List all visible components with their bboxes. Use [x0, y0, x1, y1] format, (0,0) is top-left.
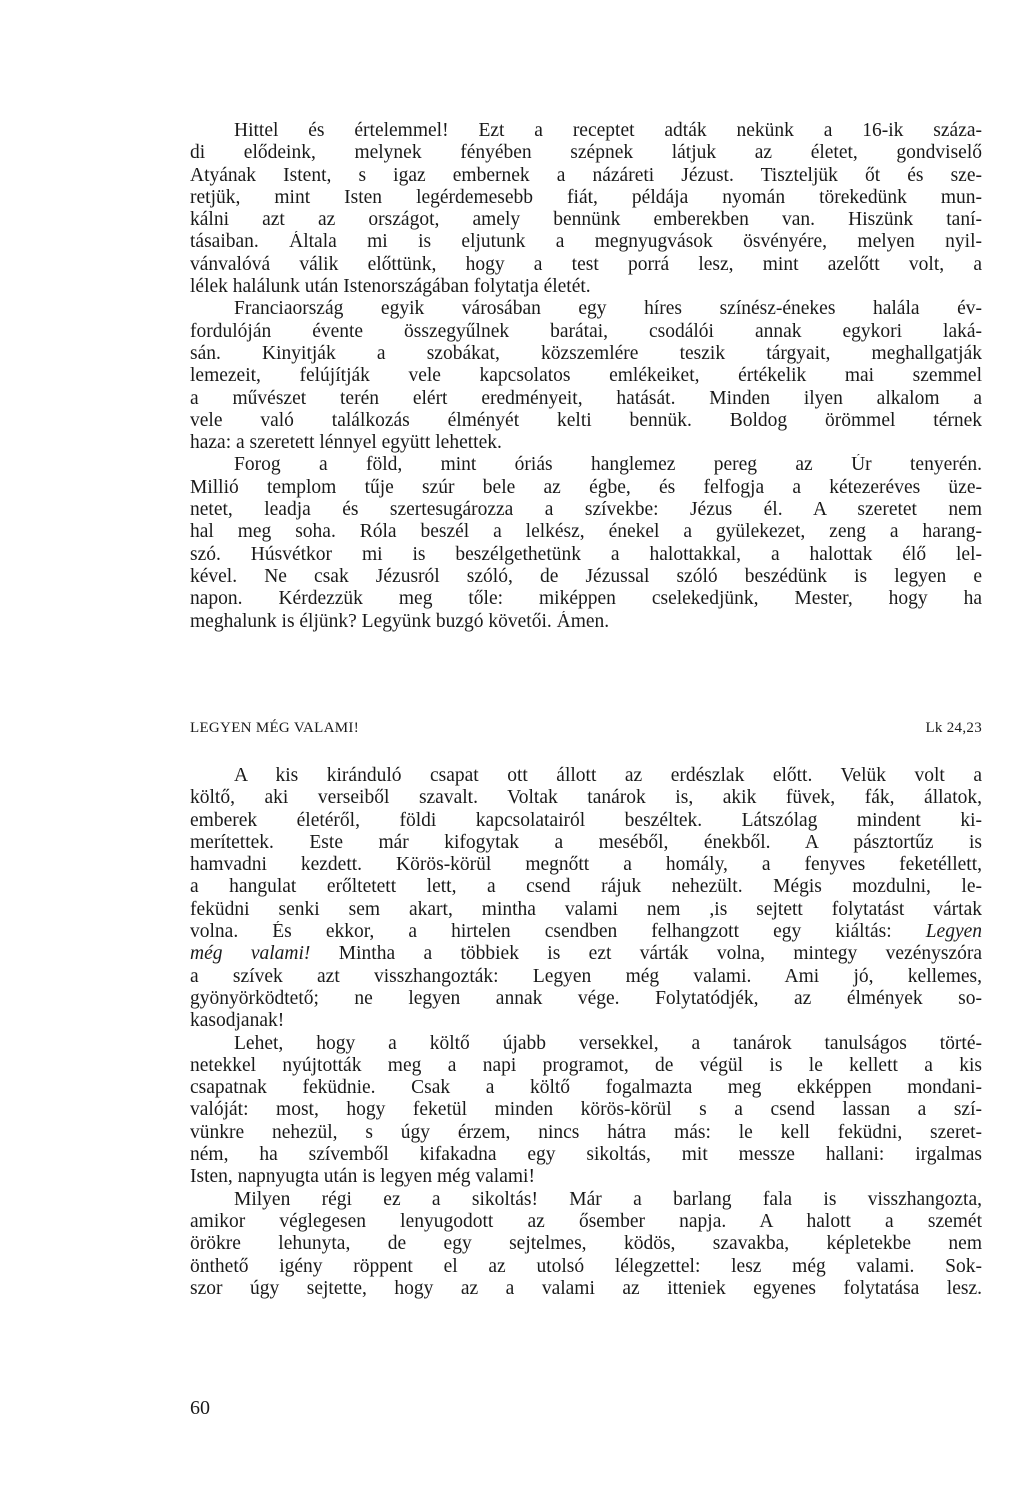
- text-line: merítettek. Este már kifogytak a meséből, énekből. A pásztortűz is: [190, 831, 982, 853]
- text-line: vánvalóvá válik előttünk, hogy a test porrá lesz, mint azelőtt volt, a: [190, 253, 982, 275]
- text-line: önthető igény röppent el az utolsó lélegzettel: lesz még valami. Sok-: [190, 1255, 982, 1277]
- text-line: még valami! Mintha a többiek is ezt várták volna, mintegy vezényszóra: [190, 943, 982, 965]
- text-line: valóját: most, hogy feketül minden körös-körül s a csend lassan a szí-: [190, 1099, 982, 1121]
- section-title: LEGYEN MÉG VALAMI!: [190, 720, 360, 736]
- text-line: feküdni senki sem akart, mintha valami nem ,is sejtett folytatást vártak: [190, 898, 982, 920]
- text-line: költő, aki verseiből szavalt. Voltak tanárok is, akik füvek, fák, állatok,: [190, 787, 982, 809]
- text-line: kasodjanak!: [190, 1010, 285, 1032]
- text-line: szó. Húsvétkor mi is beszélgethetünk a halottakkal, a halottak élő lel-: [190, 543, 982, 565]
- text-line: szor úgy sejtette, hogy az a valami az itteniek egyenes folytatása lesz.: [190, 1277, 982, 1299]
- text-line: örökre lehunyta, de egy sejtelmes, ködös, szavakba, képletekbe nem: [190, 1233, 982, 1255]
- text-line: amikor véglegesen lenyugodott az ősember napja. A halott a szemét: [190, 1210, 982, 1232]
- text-line: meghalunk is éljünk? Legyünk buzgó követői. Ámen.: [190, 610, 610, 632]
- text-line: lélek halálunk után Istenországában folytatja életét.: [190, 276, 591, 298]
- text-line: csapatnak feküdnie. Csak a költő fogalmazta meg ekképpen mondani-: [190, 1077, 982, 1099]
- text-line: kálni azt az országot, amely bennünk emberekben van. Hiszünk taní-: [190, 209, 982, 231]
- text-line: ném, ha szívemből kifakadna egy sikoltás, mit messze hallani: irgalmas: [190, 1144, 982, 1166]
- text-block-1: [190, 120, 982, 633]
- text-line: fordulóján évente összegyűlnek barátai, csodálói annak egykori laká-: [190, 320, 982, 342]
- text-line: A kis kiránduló csapat ott állott az erdészlak előtt. Velük volt a: [234, 765, 982, 786]
- text-line: vünkre nehezül, s úgy érzem, nincs hátra más: le kell feküdni, szeret-: [190, 1121, 982, 1143]
- text-line: netet, leadja és szertesugározza a szívekbe: Jézus él. A szeretet nem: [190, 499, 982, 521]
- text-line: volna. És ekkor, a hirtelen csendben felhangzott egy kiáltás: Legyen: [190, 921, 982, 943]
- text-line: vele való találkozás élményét kelti bennük. Boldog örömmel térnek: [190, 409, 982, 431]
- text-line: Forog a föld, mint óriás hanglemez pereg az Úr tenyerén.: [234, 454, 982, 476]
- text-line: tásaiban. Általa mi is eljutunk a megnyugvások ösvényére, melyen nyil-: [190, 231, 982, 253]
- text-line: netekkel nyújtották meg a napi programot, de végül is le kellett a kis: [190, 1054, 982, 1076]
- text-line: hamvadni kezdett. Körös-körül megnőtt a homály, a fenyves feketéllett,: [190, 854, 982, 876]
- text-line: sán. Kinyitják a szobákat, közszemlére teszik tárgyait, meghallgatják: [190, 342, 982, 364]
- text-line: Hittel és értelemmel! Ezt a receptet adták nekünk a 16-ik száza-: [234, 120, 982, 141]
- text-line: retjük, mint Isten legérdemesebb fiát, példája nyomán törekedünk mun-: [190, 186, 982, 208]
- text-line: hal meg soha. Róla beszél a lelkész, énekel a gyülekezet, zeng a harang-: [190, 521, 982, 543]
- text-line: haza: a szeretett lénnyel együtt lehettek.: [190, 432, 502, 454]
- text-line: gyönyörködtető; ne legyen annak vége. Folytatódjék, az élmények so-: [190, 987, 982, 1009]
- text-line: Millió templom tűje szúr bele az égbe, és felfogja a kétezeréves üze-: [190, 476, 982, 498]
- text-line: Milyen régi ez a sikoltás! Már a barlang fala is visszhangozta,: [234, 1188, 982, 1210]
- text-line: Isten, napnyugta után is legyen még valami!: [190, 1166, 535, 1188]
- section-heading: [190, 720, 982, 744]
- text-line: a hangulat erőltetett lett, a csend rájuk nehezült. Mégis mozdulni, le-: [190, 876, 982, 898]
- text-line: Lehet, hogy a költő újabb versekkel, a tanárok tanulságos törté-: [234, 1032, 982, 1054]
- page-number: 60: [190, 1397, 210, 1419]
- text-line: kével. Ne csak Jézusról szóló, de Jézussal szóló beszédünk is legyen e: [190, 565, 982, 587]
- text-line: a szívek azt visszhangozták: Legyen még valami. Ami jó, kellemes,: [190, 965, 982, 987]
- text-line: di elődeink, melynek fényében szépnek látjuk az életet, gondviselő: [190, 142, 982, 164]
- text-line: Atyának Istent, s igaz embernek a názáreti Jézust. Tiszteljük őt és sze-: [190, 164, 982, 186]
- bible-reference: Lk 24,23: [925, 720, 982, 736]
- text-line: napon. Kérdezzük meg tőle: miképpen cselekedjünk, Mester, hogy ha: [190, 588, 982, 610]
- text-line: Franciaország egyik városában egy híres színész-énekes halála év-: [234, 298, 982, 320]
- text-line: emberek életéről, földi kapcsolatairól beszéltek. Látszólag mindent ki-: [190, 809, 982, 831]
- text-block-2: [190, 765, 982, 1300]
- text-line: lemezeit, felújítják vele kapcsolatos emlékeiket, értékelik mai szemmel: [190, 365, 982, 387]
- text-line: a művészet terén elért eredményeit, hatását. Minden ilyen alkalom a: [190, 387, 982, 409]
